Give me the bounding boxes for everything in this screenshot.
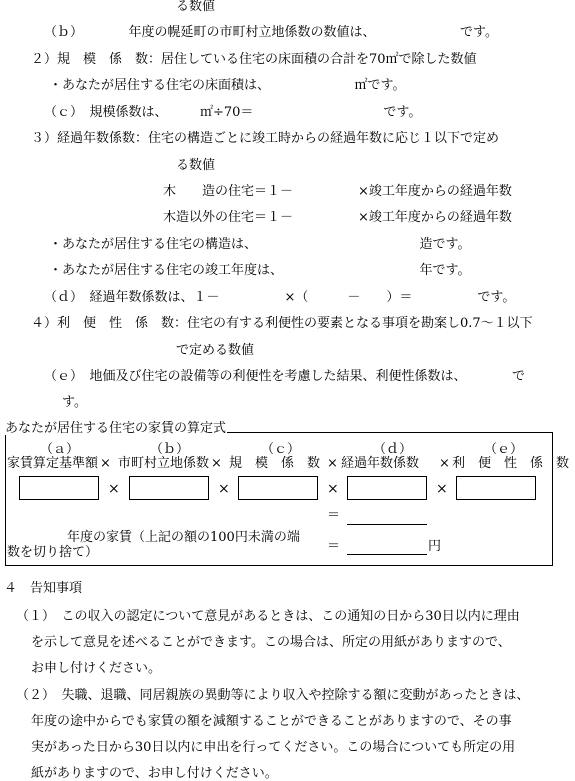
size-coefficient-header: 規 模 係 数 (229, 456, 321, 471)
equals-sign: ＝ (327, 539, 341, 554)
times-sign: × (211, 456, 222, 471)
times-sign: × (218, 481, 230, 497)
yen-unit: 円 (428, 539, 442, 554)
size-coefficient-input[interactable] (238, 476, 318, 500)
convenience-coefficient-input[interactable] (456, 476, 536, 500)
convenience-coefficient-header: 利 便 性 係 数 (452, 456, 570, 471)
text-line: ・あなたが居住する住宅の床面積は、 ㎡です。 (49, 78, 406, 93)
text-line: ・あなたが居住する住宅の竣工年度は、 年です。 (49, 263, 471, 278)
times-sign: × (100, 456, 111, 471)
times-sign: × (436, 481, 448, 497)
notice-paragraph-1-line: お申し付けください。 (31, 661, 162, 676)
annual-rent-result-line (347, 554, 427, 555)
times-sign: × (108, 481, 120, 497)
times-sign: × (327, 481, 339, 497)
label-d: （ｄ） (373, 442, 413, 457)
notice-paragraph-2-line: 年度の途中からでも家賃の額を減額することができることがありますので、その事 (31, 714, 512, 729)
text-line: ・あなたが居住する住宅の構造は、 造です。 (49, 237, 471, 252)
label-c: （ｃ） (261, 442, 301, 457)
notice-paragraph-2-line: 紙がありますので、お申し付けください。 (31, 766, 278, 781)
product-result-line (347, 524, 427, 525)
age-coefficient-definition: ３）経過年数係数：住宅の構造ごとに竣工時からの経過年数に応じ１以下で定め (31, 131, 500, 146)
age-coefficient-header: 経過年数係数 (341, 456, 420, 471)
equals-sign: ＝ (327, 508, 341, 523)
label-b: （ｂ） (150, 442, 190, 457)
annual-rent-label-cont: 数を切り捨て） (7, 545, 99, 560)
text-line: す。 (62, 395, 87, 410)
wooden-formula: 木 造の住宅＝１－ ×竣工年度からの経過年数 (163, 184, 512, 199)
label-a: （ａ） (40, 442, 80, 457)
convenience-coefficient-definition: ４）利 便 性 係 数：住宅の有する利便性の要素となる事項を勘案し0.7～１以下 (31, 316, 533, 331)
times-sign: × (439, 456, 450, 471)
times-sign: × (327, 456, 338, 471)
location-coefficient-header: 市町村立地係数 (118, 456, 210, 471)
base-rent-header: 家賃算定基準額 (7, 456, 99, 471)
notice-heading: ４ 告知事項 (4, 581, 83, 596)
location-coefficient-input[interactable] (129, 476, 209, 500)
notice-paragraph-1: （１） この収入の認定について意見があるときは、この通知の日から30日以内に理由 (16, 609, 520, 624)
label-e: （ｅ） (484, 442, 524, 457)
rent-formula-title: あなたが居住する住宅の家賃の算定式 (5, 421, 227, 436)
text-line: （ｂ） 年度の幌延町の市町村立地係数の数値は、 です。 (44, 25, 498, 40)
notice-paragraph-2-line: 実があった日から30日以内に申出を行ってください。この場合についても所定の用 (31, 740, 516, 755)
text-line: で定める数値 (176, 343, 255, 358)
non-wooden-formula: 木造以外の住宅＝１－ ×竣工年度からの経過年数 (163, 210, 512, 225)
text-line: （ｃ） 規模係数は、 ㎡÷70＝ です。 (44, 105, 422, 120)
text-line: （ｄ） 経過年数係数は、１－ ×（ － ）＝ です。 (44, 290, 516, 305)
text-line: （ｅ） 地価及び住宅の設備等の利便性を考慮した結果、利便性係数は、 で (44, 369, 526, 384)
size-coefficient-definition: ２）規 模 係 数：居住している住宅の床面積の合計を70㎡で除した数値 (31, 52, 477, 67)
base-rent-input[interactable] (19, 476, 99, 500)
annual-rent-label: 年度の家賃（上記の額の100円未満の端 (67, 530, 300, 545)
text-line: る数値 (176, 0, 216, 14)
notice-paragraph-2: （２） 失職、退職、同居親族の異動等により収入や控除する額に変動があったときは、 (16, 688, 530, 703)
notice-paragraph-1-line: を示して意見を述べることができます。この場合は、所定の用紙がありますので、 (31, 635, 511, 650)
age-coefficient-input[interactable] (347, 476, 427, 500)
text-line: る数値 (176, 158, 216, 173)
